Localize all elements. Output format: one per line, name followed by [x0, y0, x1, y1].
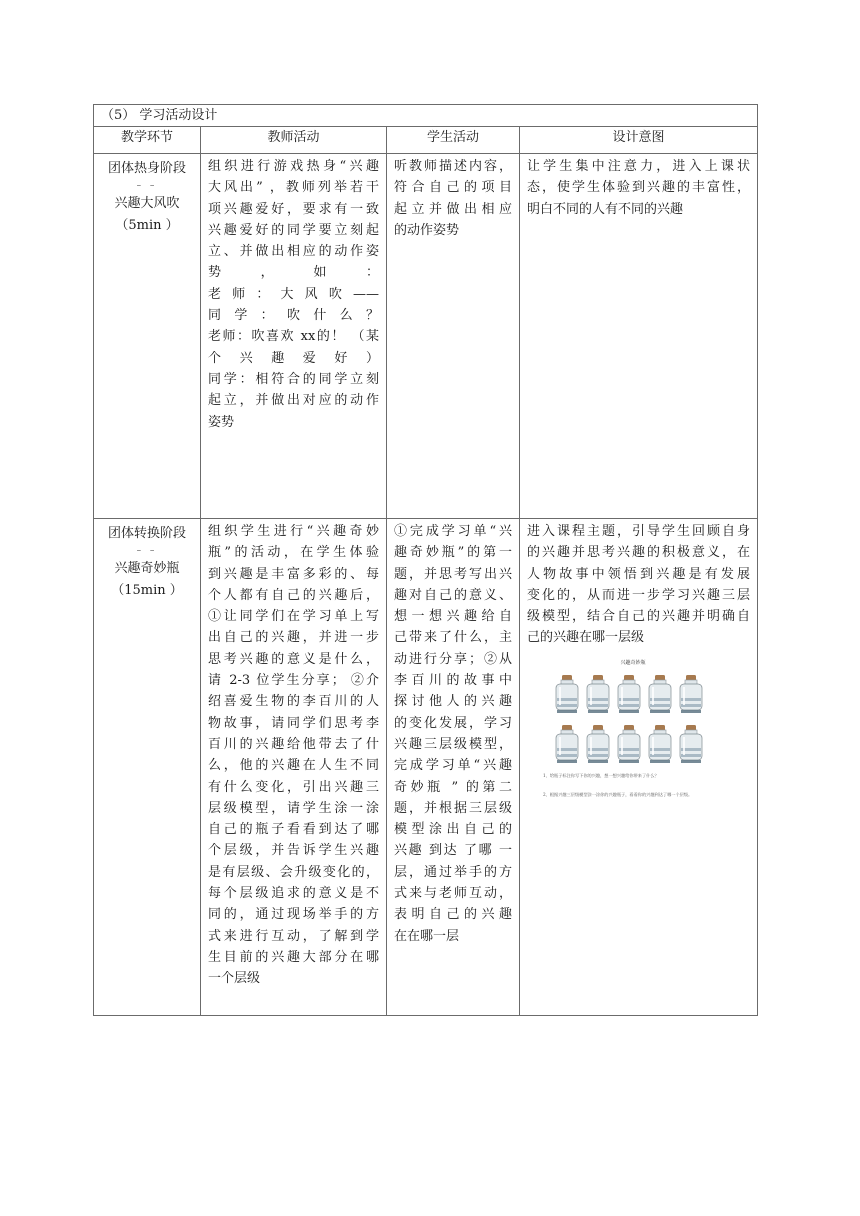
design-intent-line: 明白不同的人有不同的兴趣 [527, 201, 684, 217]
teacher-activity-line: 自己的瓶子看看到达了哪 [208, 822, 379, 838]
student-activity-line: 的动作姿势 [394, 222, 460, 238]
bottle-icon [587, 675, 609, 713]
student-activity-line: 想一想兴趣给自 [394, 609, 512, 625]
stage-time: （15min ） [111, 582, 183, 598]
bottle-icon [618, 675, 640, 713]
header-row [94, 127, 758, 154]
student-activity-line: 表明自己的兴趣 [394, 907, 512, 923]
teacher-activity-line: 同的，通过现场举手的方 [208, 907, 379, 923]
teacher-activity-line: ①让同学们在学习单上写 [208, 609, 379, 625]
student-activity-line: 动进行分享；②从 [394, 651, 512, 667]
teacher-activity-cell [201, 519, 387, 1016]
student-activity-line: 层，通过举手的方 [394, 864, 512, 880]
worksheet-question-1: 1、给瓶子标注你写下你的兴趣，想一想兴趣给你带来了什么？ [543, 772, 659, 778]
worksheet-question-2: 2、根据兴趣三层级模型涂一涂你的兴趣瓶子，看看你的兴趣到达了哪一个层级。 [543, 791, 693, 797]
student-activity-line: ①完成学习单“兴 [394, 524, 512, 539]
teacher-activity-line: 生目前的兴趣大部分在哪 [208, 949, 379, 965]
student-activity-line: 题，并思考写出兴 [394, 566, 512, 582]
teacher-activity-cell [201, 154, 387, 519]
student-activity-line: 模型涂出自己的 [394, 822, 512, 838]
stage-cell [94, 519, 201, 1016]
design-intent-cell [520, 519, 758, 1016]
design-intent-line: 人物故事中领悟到兴趣是有发展 [527, 566, 751, 582]
teacher-activity-line: 有什么变化，引出兴趣三 [208, 779, 379, 795]
bottle-icon [618, 725, 640, 763]
student-activity-cell [387, 154, 520, 519]
design-intent-line: 让学生集中注意力，进入上课状 [527, 159, 751, 174]
stage-activity: 兴趣奇妙瓶 [114, 561, 180, 577]
teacher-activity-line: 个人都有自己的兴趣后， [208, 587, 379, 603]
design-intent-line: 级模型，结合自己的兴趣并明确自 [527, 609, 751, 625]
teacher-activity-line: 百川的兴趣给他带去了什 [208, 736, 379, 752]
bottle-icon [680, 725, 702, 763]
teacher-activity-line: 个兴趣爱好） [208, 350, 379, 366]
bottle-icon [680, 675, 702, 713]
teacher-activity-line: 组织进行游戏热身“兴趣 [208, 159, 379, 174]
bottle-icon [649, 675, 671, 713]
student-activity-line: 完成学习单“兴趣 [394, 758, 512, 774]
table-row [94, 154, 758, 519]
teacher-activity-line: 老师：大风吹—— [208, 286, 379, 302]
student-activity-line: 奇妙瓶 ” 的第二 [394, 779, 512, 795]
student-activity-line: 己带来了什么，主 [394, 630, 512, 646]
design-intent-line: 变化的，从而进一步学习兴趣三层 [527, 587, 751, 603]
bottle-icon [587, 725, 609, 763]
student-activity-line: 式来与老师互动， [394, 886, 512, 902]
design-intent-cell [520, 154, 758, 519]
worksheet-thumbnail [535, 659, 731, 807]
teacher-activity-line: 瓶”的活动，在学生体验 [208, 545, 379, 561]
stage-time: （5min ） [115, 217, 179, 233]
header-design-intent: 设计意图 [520, 127, 758, 154]
stage-activity: 兴趣大风吹 [114, 196, 180, 212]
student-activity-line: 符合自己的项目 [394, 180, 512, 196]
teacher-activity-line: 么，他的兴趣在人生不同 [208, 758, 379, 774]
table-row [94, 519, 758, 1016]
student-activity-line: 的变化发展，学习 [394, 715, 512, 731]
teacher-activity-line: 出自己的兴趣，并进一步 [208, 630, 379, 646]
stage-separator: – – [136, 546, 158, 557]
header-student-activity: 学生活动 [387, 127, 520, 154]
teacher-activity-line: 起立，并做出对应的动作 [208, 393, 379, 409]
teacher-activity-line: 到兴趣是丰富多彩的、每 [208, 566, 379, 582]
activity-design-table [93, 104, 758, 1016]
teacher-activity-line: 项兴趣爱好，要求有一致 [208, 201, 379, 217]
teacher-activity-line: 立、并做出相应的动作姿 [208, 244, 379, 260]
teacher-activity-line: 是有层级、会升级变化的， [208, 864, 379, 880]
teacher-activity-line: 每个层级追求的意义是不 [208, 886, 379, 902]
bottle-icon [649, 725, 671, 763]
worksheet-title: 兴趣奇妙瓶 [620, 659, 646, 666]
teacher-activity-line: 物故事，请同学们思考李 [208, 715, 379, 731]
stage-name: 团体热身阶段 [107, 161, 186, 176]
student-activity-line: 在在哪一层 [394, 928, 460, 944]
student-activity-line: 探讨他人的兴趣 [394, 694, 512, 710]
bottle-icon [556, 725, 578, 763]
section-title-row [94, 105, 758, 127]
teacher-activity-line: 请 2-3 位学生分享； ②介 [208, 673, 379, 689]
design-intent-line: 己的兴趣在哪一层级 [527, 630, 645, 646]
header-teacher-activity: 教师活动 [201, 127, 387, 154]
header-stage: 教学环节 [94, 127, 201, 154]
teacher-activity-line: 层级模型，请学生涂一涂 [208, 800, 379, 816]
teacher-activity-line: 老师：吹喜欢 xx的！ （某 [208, 329, 379, 345]
student-activity-line: 李百川的故事中 [394, 673, 512, 689]
teacher-activity-line: 个层级，并告诉学生兴趣 [208, 843, 379, 859]
bottle-grid [535, 667, 731, 777]
student-activity-line: 趣奇妙瓶”的第一 [394, 545, 512, 561]
teacher-activity-line: 组织学生进行“兴趣奇妙 [208, 524, 379, 539]
section-title: （5） 学习活动设计 [94, 105, 758, 127]
stage-cell [94, 154, 201, 519]
student-activity-line: 兴趣 到达 了哪 一 [394, 843, 512, 859]
stage-separator: – – [136, 181, 158, 192]
teacher-activity-line: 势，如： [208, 265, 379, 281]
teacher-activity-line: 思考兴趣的意义是什么， [208, 651, 379, 667]
student-activity-line: 兴趣三层级模型， [394, 736, 512, 752]
student-activity-cell [387, 519, 520, 1016]
student-activity-line: 题，并根据三层级 [394, 800, 512, 816]
teacher-activity-line: 大风出” ，教师列举若干 [208, 180, 379, 196]
teacher-activity-line: 同学：吹什么？ [208, 308, 379, 324]
student-activity-line: 听教师描述内容， [394, 159, 512, 174]
design-intent-line: 的兴趣并思考兴趣的积极意义，在 [527, 545, 751, 561]
stage-name: 团体转换阶段 [107, 526, 186, 541]
design-intent-line: 态，使学生体验到兴趣的丰富性， [527, 180, 751, 196]
teacher-activity-line: 兴趣爱好的同学要立刻起 [208, 222, 379, 238]
design-intent-line: 进入课程主题，引导学生回顾自身 [527, 524, 751, 539]
student-activity-line: 起立并做出相应 [394, 201, 512, 217]
teacher-activity-line: 同学：相符合的同学立刻 [208, 371, 379, 387]
teacher-activity-line: 式来进行互动，了解到学 [208, 928, 379, 944]
bottle-icon [556, 675, 578, 713]
teacher-activity-line: 姿势 [208, 414, 235, 430]
student-activity-line: 趣对自己的意义、 [394, 587, 512, 603]
teacher-activity-line: 一个层级 [208, 971, 261, 987]
teacher-activity-line: 绍喜爱生物的李百川的人 [208, 694, 379, 710]
